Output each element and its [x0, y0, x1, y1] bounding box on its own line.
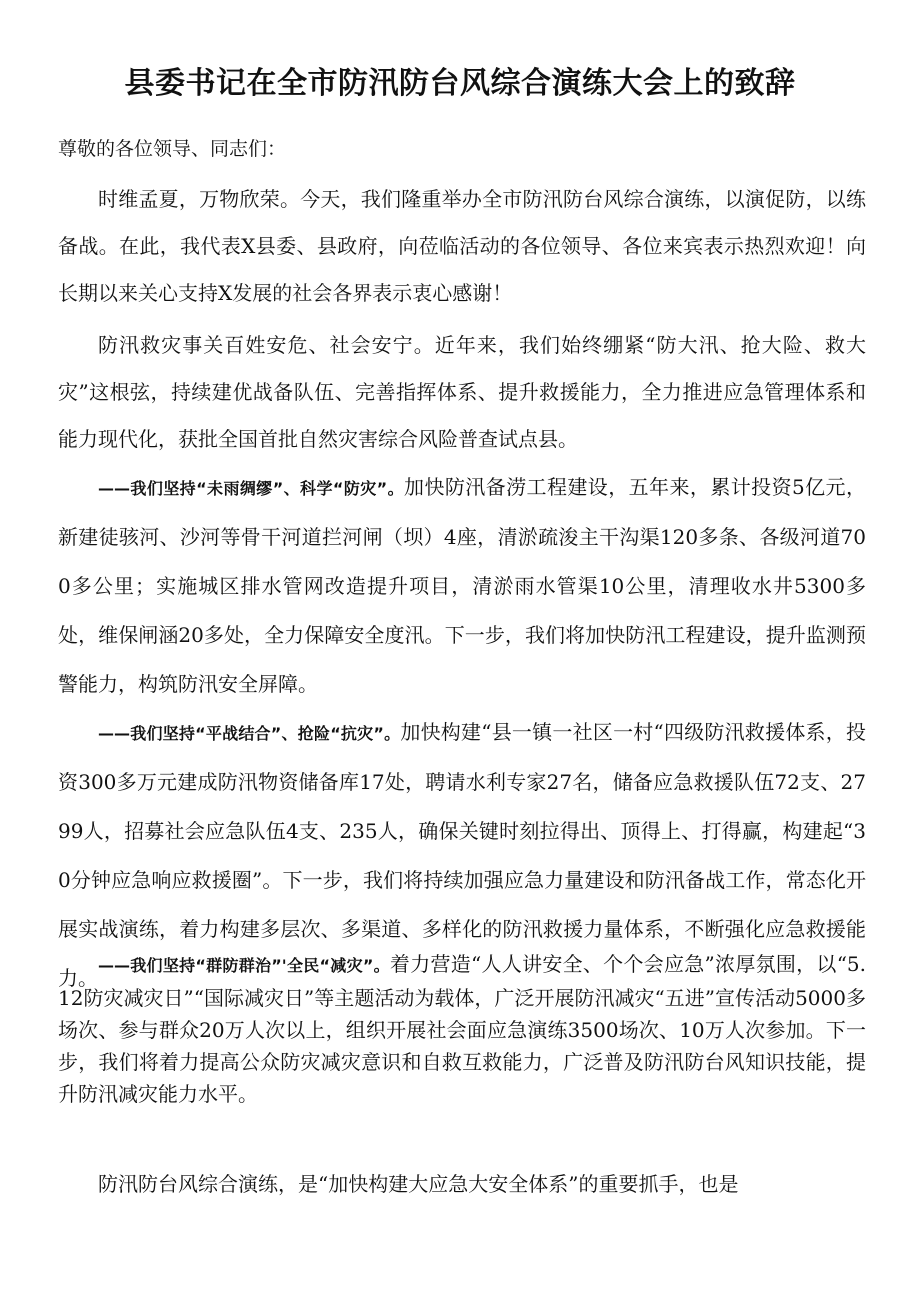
- paragraph-overview: [58, 322, 866, 463]
- paragraph-lead: ——我们坚持“未雨绸缪”、科学“防灾”。: [98, 479, 405, 498]
- paragraph-prevention: [58, 463, 866, 709]
- paragraph-lead: ——我们坚持“平战结合”、抢险“抗灾”。: [98, 724, 401, 743]
- paragraph-text: 防汛防台风综合演练，是“加快构建大应急大安全体系”的重要抓手，也是: [98, 1172, 739, 1196]
- paragraph-text: 时维孟夏，万物欣荣。今天，我们隆重举办全市防汛防台风综合演练，以演促防，以练备战。在此，我代表X县委、县政府，向莅临活动的各位领导、各位来宾表示热烈欢迎！向长期以来关心支持X发展的社会各界表示衷心感谢！: [58, 187, 866, 305]
- paragraph-text: 着力营造“人人讲安全、个个会应急”浓厚氛围，以“5.12防灾减灾日”“国际减灾日”等主题活动为载体，广泛开展防汛减灾“五进”宣传活动5000多场次、参与群众20万人次以上，组织开展社会面应急演练3500场次、10万人次参加。下一步，我们将着力提高公众防灾减灾意识和自救互救能力，广泛普及防汛防台风知识技能，提升防汛减灾能力水平。: [58, 952, 866, 1106]
- paragraph-text: 防汛救灾事关百姓安危、社会安宁。近年来，我们始终绷紧“防大汛、抢大险、救大灾”这根弦，持续建优战备队伍、完善指挥体系、提升救援能力，全力推进应急管理体系和能力现代化，获批全国首批自然灾害综合风险普查试点县。: [58, 333, 866, 451]
- paragraph-closing: [58, 1168, 866, 1200]
- paragraph-mitigation: [58, 948, 866, 1110]
- paragraph-lead: ——我们坚持“群防群治”'全民“减灾”。: [98, 956, 390, 975]
- paragraph-text: 加快构建“县一镇一社区一村“四级防汛救援体系，投资300多万元建成防汛物资储备库17处，聘请水利专家27名，储备应急救援队伍72支、2799人，招募社会应急队伍4支、235人，确保关键时刻拉得出、顶得上、打得赢，构建起“30分钟应急响应救援圈”。下一步，我们将持续加强应急力量建设和防汛备战工作，常态化开展实战演练，着力构建多层次、多渠道、多样化的防汛救援力量体系，不断强化应急救援能力。: [58, 720, 866, 990]
- paragraph-text: 加快防汛备涝工程建设，五年来，累计投资5亿元，新建徒骇河、沙河等骨干河道拦河闸（坝）4座，清淤疏浚主干沟渠120多条、各级河道700多公里；实施城区排水管网改造提升项目，清淤雨水管渠10公里，清理收水井5300多处，维保闸涵20多处，全力保障安全度汛。下一步，我们将加快防汛工程建设，提升监测预警能力，构筑防汛安全屏障。: [58, 475, 866, 696]
- document-title: 县委书记在全市防汛防台风综合演练大会上的致辞: [124, 66, 796, 101]
- salutation: 尊敬的各位领导、同志们：: [58, 138, 287, 160]
- paragraph-welcome: [58, 176, 866, 317]
